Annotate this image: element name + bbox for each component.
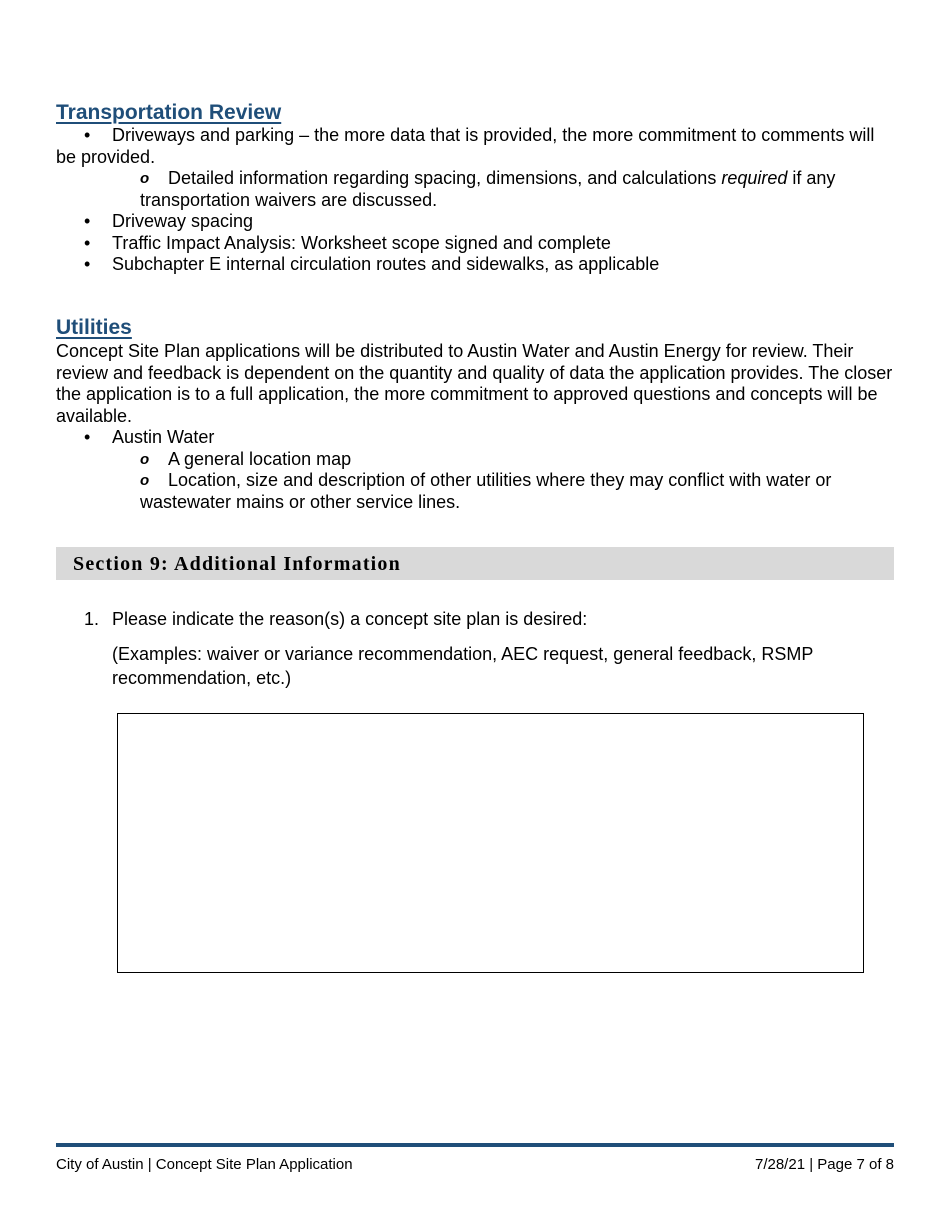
bullet-icon: • (84, 254, 91, 274)
footer-divider (56, 1143, 894, 1147)
utilities-paragraph: Concept Site Plan applications will be distributed to Austin Water and Austin Energy for review. Their review and feedback is dependent on the quantity and quality of data the application provides. The closer the application is to a full application, the more commitment to approved questions and concepts will be available. (56, 341, 893, 426)
list-item-text: Traffic Impact Analysis: Worksheet scope signed and complete (112, 232, 611, 253)
utilities-heading: Utilities (56, 316, 132, 339)
list-item-text: Austin Water (112, 427, 215, 447)
list-sub-item-text: A general location map (168, 448, 352, 469)
sub-bullet-icon: o (140, 450, 150, 468)
section-9-title: Section 9: Additional Information (73, 553, 401, 575)
list-item (56, 125, 896, 168)
list-item (56, 427, 896, 449)
list-item-text: Subchapter E internal circulation routes and sidewalks, as applicable (112, 254, 660, 274)
list-item-text: Driveway spacing (112, 211, 254, 231)
utilities-section (56, 341, 896, 513)
question-text: Please indicate the reason(s) a concept site plan is desired: (112, 609, 588, 629)
footer-document-title: City of Austin | Concept Site Plan Application (56, 1156, 353, 1173)
bullet-icon: • (84, 125, 91, 145)
list-sub-item (56, 470, 896, 513)
bullet-icon: • (84, 427, 91, 447)
list-sub-item-text: Detailed information regarding spacing, dimensions, and calculations required if any transportation waivers are discussed. (140, 168, 836, 210)
question-number: 1. (84, 609, 100, 629)
transportation-list (56, 125, 896, 276)
footer-page-info: 7/28/21 | Page 7 of 8 (754, 1156, 894, 1173)
list-item (56, 254, 896, 276)
section-9-header (56, 547, 894, 580)
question-examples: (Examples: waiver or variance recommendation, AEC request, general feedback, RSMP recommendation, etc.) (112, 643, 813, 688)
list-item (56, 233, 896, 255)
list-sub-item (56, 168, 896, 211)
list-sub-item-text: Location, size and description of other utilities where they may conflict with water or wastewater mains or other service lines. (140, 470, 832, 512)
bullet-icon: • (84, 232, 91, 253)
sub-bullet-icon: o (140, 472, 150, 489)
transportation-review-heading: Transportation Review (56, 101, 282, 124)
list-item (56, 211, 896, 233)
bullet-icon: • (84, 211, 91, 231)
reason-answer-field[interactable] (117, 713, 864, 973)
sub-bullet-icon: o (140, 170, 150, 187)
list-item-text: Driveways and parking – the more data that is provided, the more commitment to comments will be provided. (56, 125, 875, 167)
question-1 (56, 609, 896, 690)
list-sub-item (56, 449, 896, 471)
